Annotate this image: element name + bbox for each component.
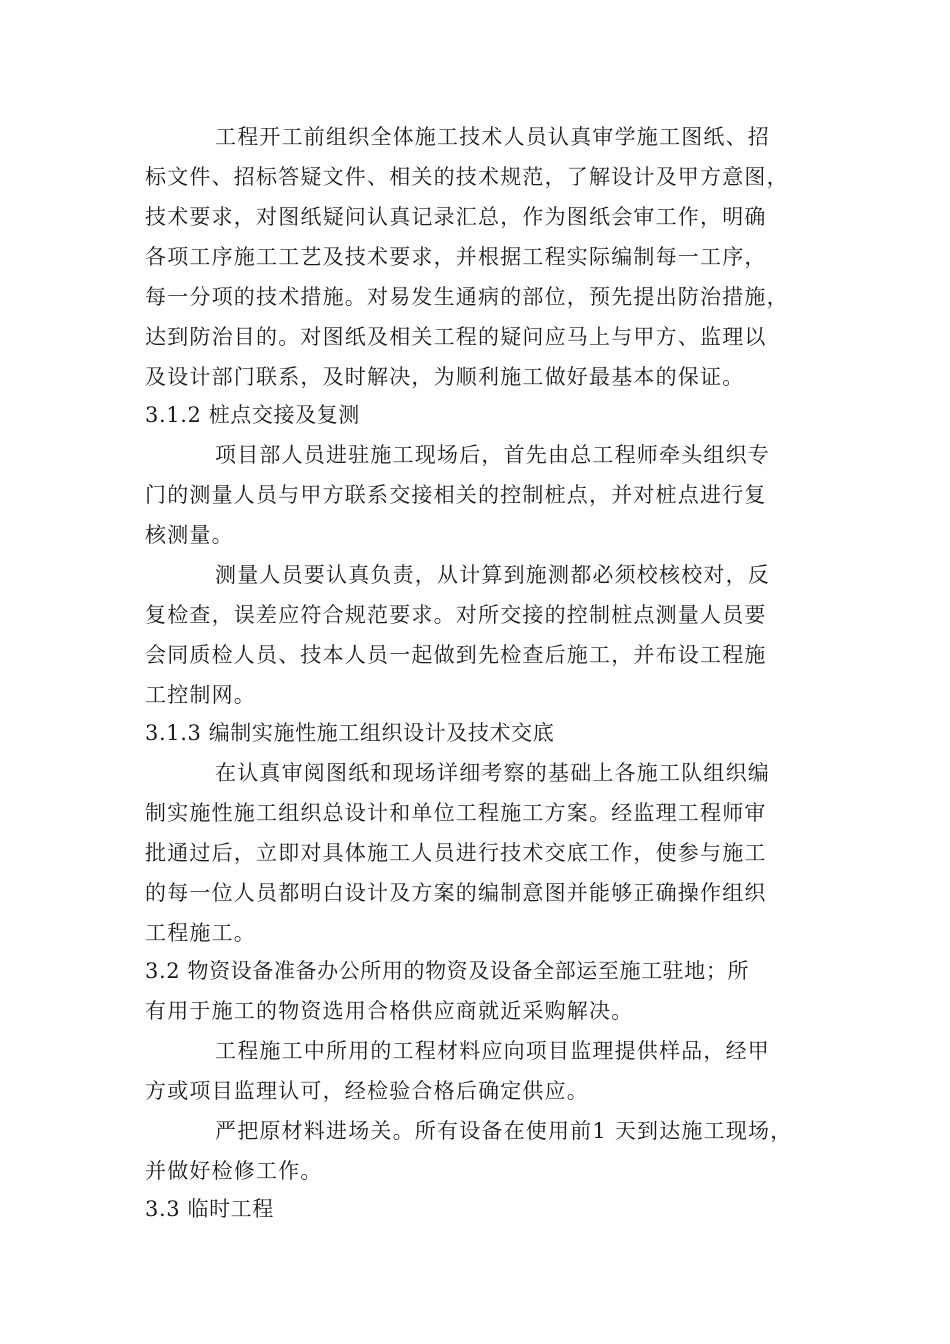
paragraph-line: 技术要求，对图纸疑问认真记录汇总，作为图纸会审工作，明确 (145, 205, 767, 229)
paragraph-line: 会同质检人员、技本人员一起做到先检查后施工，并布设工程施 (145, 643, 767, 667)
section-heading-3-1-3: 3.1.3 编制实施性施工组织设计及技术交底 (145, 721, 555, 745)
paragraph-line: 达到防治目的。对图纸及相关工程的疑问应马上与甲方、监理以 (145, 325, 767, 349)
paragraph-line: 各项工序施工工艺及技术要求，并根据工程实际编制每一工序， (145, 245, 767, 269)
paragraph-line: 制实施性施工组织总设计和单位工程施工方案。经监理工程师审 (145, 801, 767, 825)
section-heading-3-2: 3.2 物资设备准备办公所用的物资及设备全部运至施工驻地；所 (145, 959, 750, 983)
paragraph-line: 项目部人员进驻施工现场后，首先由总工程师牵头组织专 (215, 443, 770, 467)
paragraph-line: 标文件、招标答疑文件、相关的技术规范，了解设计及甲方意图， (145, 165, 789, 189)
paragraph-line: 严把原材料进场关。所有设备在使用前1 天到达施工现场， (215, 1119, 793, 1143)
paragraph-line: 复检查，误差应符合规范要求。对所交接的控制桩点测量人员要 (145, 603, 767, 627)
paragraph-line: 及设计部门联系，及时解决，为顺利施工做好最基本的保证。 (145, 365, 745, 389)
paragraph-line: 每一分项的技术措施。对易发生通病的部位，预先提出防治措施， (145, 285, 789, 309)
paragraph-line: 工程施工中所用的工程材料应向项目监理提供样品，经甲 (215, 1039, 770, 1063)
section-heading-3-1-2: 3.1.2 桩点交接及复测 (145, 403, 360, 427)
paragraph-line: 核测量。 (145, 523, 234, 547)
paragraph-line: 门的测量人员与甲方联系交接相关的控制桩点，并对桩点进行复 (145, 483, 767, 507)
paragraph-line: 工控制网。 (145, 683, 256, 707)
paragraph-line: 方或项目监理认可，经检验合格后确定供应。 (145, 1079, 589, 1103)
paragraph-line: 批通过后，立即对具体施工人员进行技术交底工作，使参与施工 (145, 841, 767, 865)
paragraph-line: 的每一位人员都明白设计及方案的编制意图并能够正确操作组织 (145, 881, 767, 905)
paragraph-line: 并做好检修工作。 (145, 1159, 323, 1183)
paragraph-line: 工程开工前组织全体施工技术人员认真审学施工图纸、招 (215, 125, 770, 149)
paragraph-line: 有用于施工的物资选用合格供应商就近采购解决。 (145, 999, 634, 1023)
paragraph-line: 工程施工。 (145, 921, 256, 945)
paragraph-line: 在认真审阅图纸和现场详细考察的基础上各施工队组织编 (215, 761, 770, 785)
section-heading-3-3: 3.3 临时工程 (145, 1197, 274, 1221)
paragraph-line: 测量人员要认真负责，从计算到施测都必须校核校对，反 (215, 563, 770, 587)
